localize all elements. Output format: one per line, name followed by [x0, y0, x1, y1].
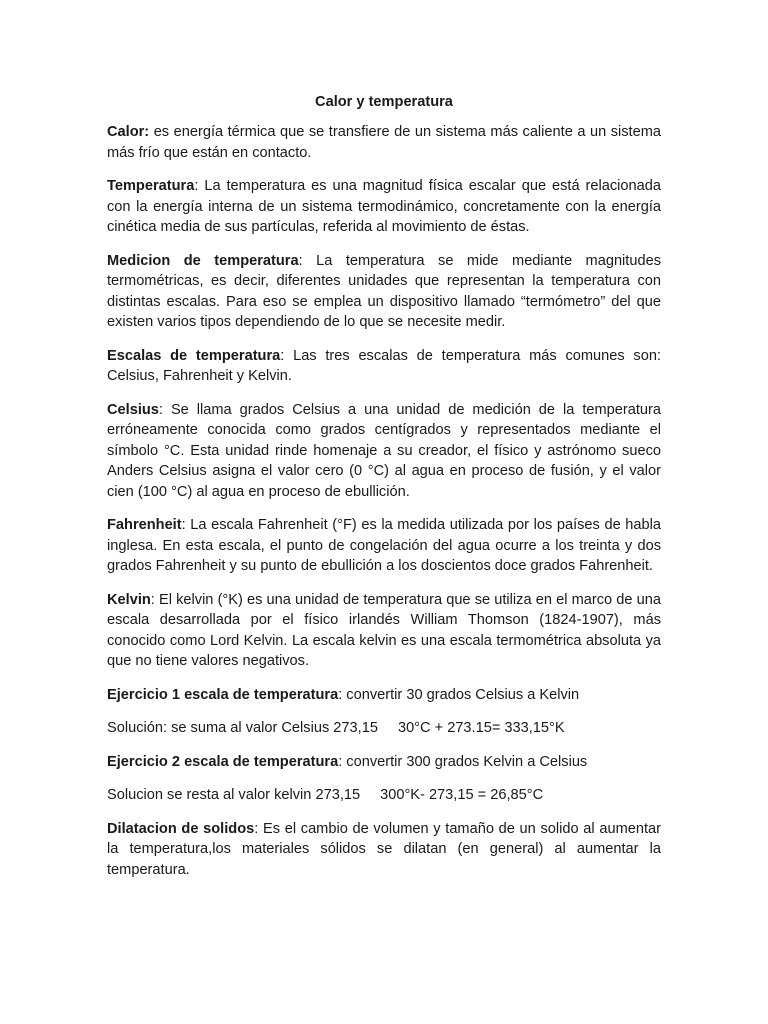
solution-2 [107, 785, 661, 806]
term-celsius: Celsius [107, 401, 159, 418]
text-exercise-2: : convertir 300 grados Kelvin a Celsius [338, 753, 588, 770]
paragraph-dilatacion [107, 819, 661, 881]
term-calor: Calor: [107, 124, 150, 140]
paragraph-medicion [107, 251, 661, 333]
text-medicion: : La temperatura se mide mediante magnitudes termométricas, es decir, diferentes unidades que representan la temperatura con distintas escalas. Para eso se emplea un dispositivo llamado “termómetro” del que existen varios tipos dependiendo de lo que se necesite medir. [107, 252, 661, 330]
term-exercise-1: Ejercicio 1 escala de temperatura [107, 686, 339, 703]
solution-2-formula: 300°K- 273,15 = 26,85°C [380, 787, 544, 803]
solution-1-label: Solución: se suma al valor Celsius 273,15 [107, 720, 378, 736]
paragraph-celsius [107, 400, 661, 503]
text-celsius: : Se llama grados Celsius a una unidad de medición de la temperatura erróneamente conocida como grados centígrados y representados mediante el símbolo °C. Esta unidad rinde homenaje a su creador, el físico y astrónomo sueco Anders Celsius asigna el valor cero (0 °C) al agua en proceso de fusión, y el valor cien (100 °C) al agua en proceso de ebullición. [107, 401, 661, 500]
document-title: Calor y temperatura [315, 94, 453, 110]
exercise-2 [107, 752, 661, 773]
paragraph-temperatura [107, 176, 661, 238]
term-medicion: Medicion de temperatura [107, 252, 299, 269]
term-exercise-2: Ejercicio 2 escala de temperatura [107, 753, 339, 770]
text-temperatura: : La temperatura es una magnitud física escalar que está relacionada con la energía interna de un sistema termodinámico, concretamente con la energía cinética media de sus partículas, referida al movimiento de éstas. [107, 178, 661, 235]
text-calor: es energía térmica que se transfiere de un sistema más caliente a un sistema más frío que están en contacto. [107, 124, 661, 161]
paragraph-escalas [107, 346, 661, 387]
text-escalas: : Las tres escalas de temperatura más comunes son: Celsius, Fahrenheit y Kelvin. [107, 347, 661, 384]
text-exercise-1: : convertir 30 grados Celsius a Kelvin [338, 686, 580, 703]
paragraph-calor [107, 122, 661, 163]
term-temperatura: Temperatura [107, 178, 195, 194]
exercise-1 [107, 685, 661, 706]
solution-2-label: Solucion se resta al valor kelvin 273,15 [107, 787, 361, 803]
text-kelvin: : El kelvin (°K) es una unidad de temperatura que se utiliza en el marco de una escala desarrollada por el físico irlandés William Thomson (1824-1907), más conocido como Lord Kelvin. La escala kelvin es una escala termométrica absoluta ya que no tiene valores negativos. [107, 591, 661, 669]
term-escalas: Escalas de temperatura [107, 347, 281, 364]
term-fahrenheit: Fahrenheit [107, 517, 182, 533]
text-fahrenheit: : La escala Fahrenheit (°F) es la medida utilizada por los países de habla inglesa. En esta escala, el punto de congelación del agua ocurre a los treinta y dos grados Fahrenheit y su punto de ebullición a los doscientos doce grados Fahrenheit. [107, 517, 661, 574]
term-dilatacion: Dilatacion de solidos [107, 820, 255, 837]
solution-1-formula: 30°C + 273.15= 333,15°K [397, 720, 565, 736]
solution-1 [107, 718, 661, 739]
text-dilatacion: : Es el cambio de volumen y tamaño de un solido al aumentar la temperatura,los materiales sólidos se dilatan (en general) al aumentar la temperatura. [107, 820, 662, 878]
paragraph-kelvin [107, 590, 661, 672]
term-kelvin: Kelvin [107, 591, 151, 608]
paragraph-fahrenheit [107, 515, 661, 577]
